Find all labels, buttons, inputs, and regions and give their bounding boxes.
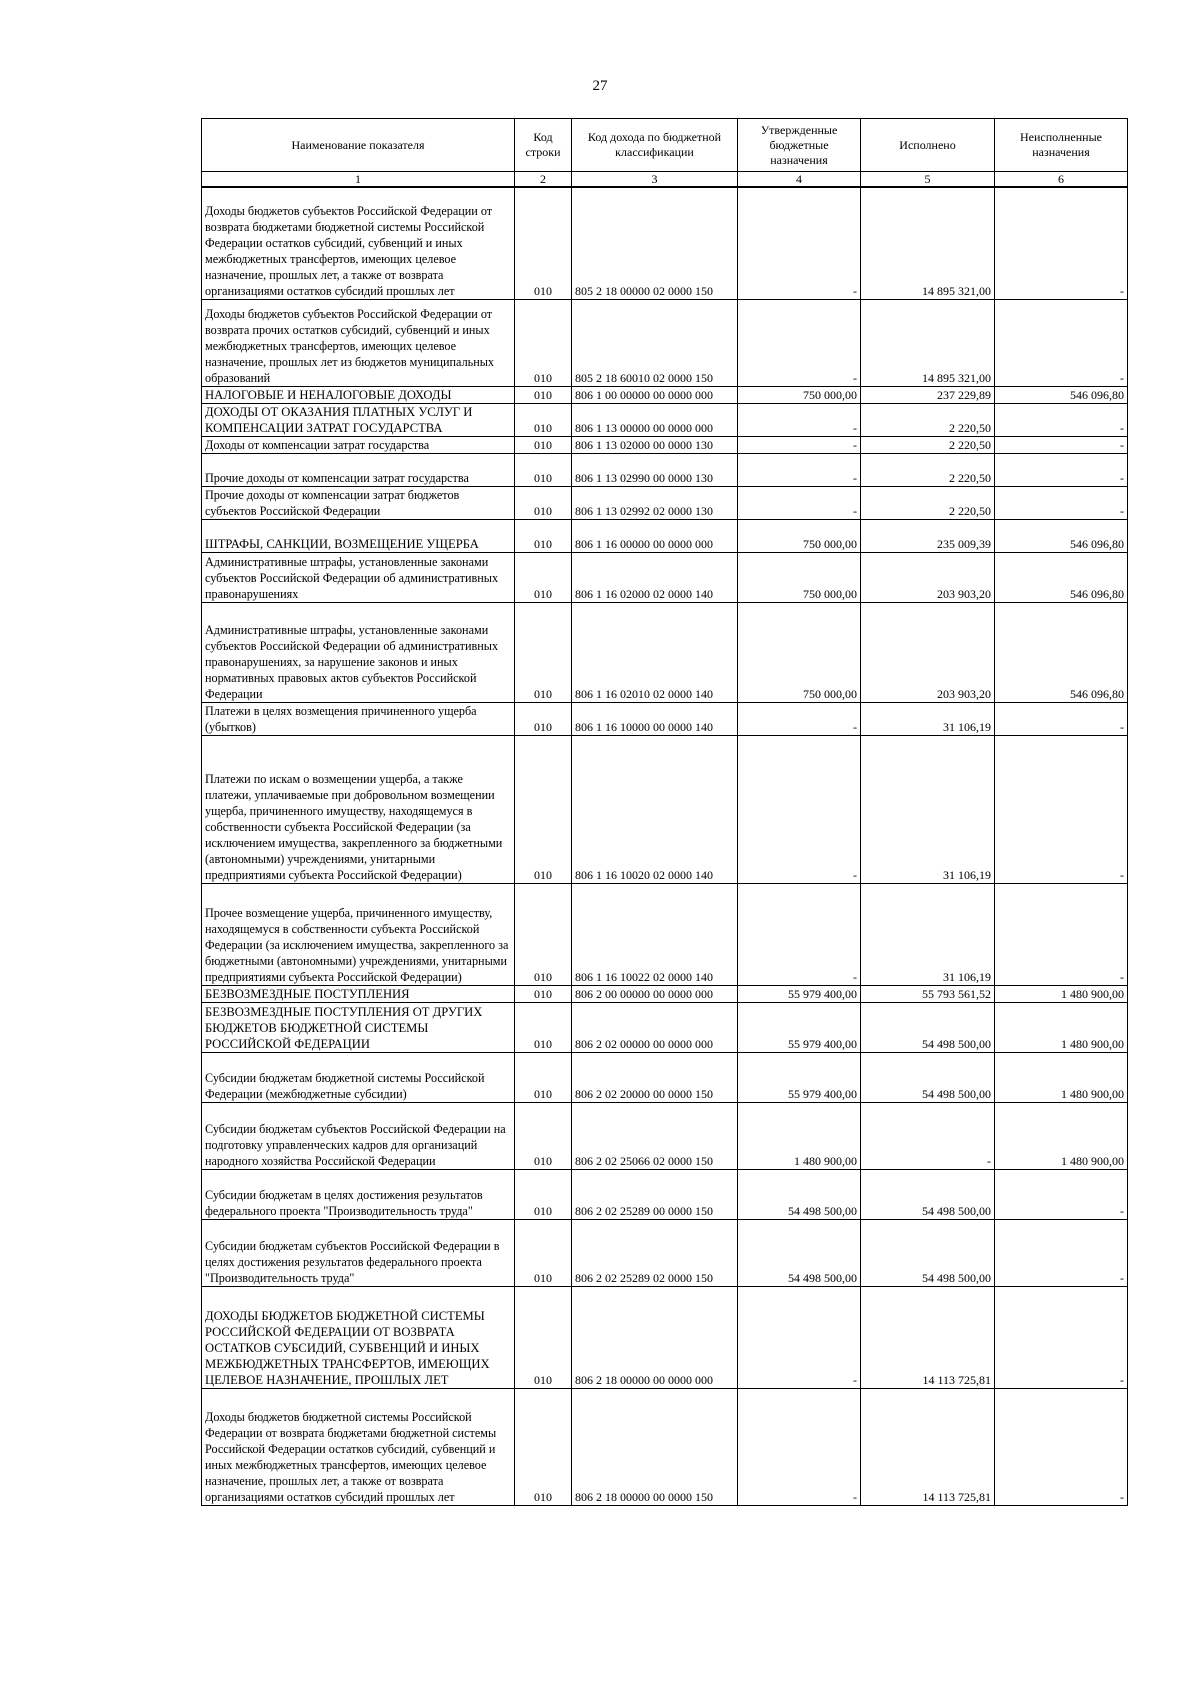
- row-executed: 54 498 500,00: [861, 1052, 995, 1102]
- row-name: НАЛОГОВЫЕ И НЕНАЛОГОВЫЕ ДОХОДЫ: [202, 386, 515, 403]
- row-name: Субсидии бюджетам субъектов Российской Федерации в целях достижения результатов федерального проекта "Производительность труда": [202, 1219, 515, 1286]
- table-row: [202, 883, 1128, 985]
- header-line-code: Код строки: [515, 119, 572, 172]
- table-row: [202, 602, 1128, 702]
- row-budget-code: 805 2 18 00000 02 0000 150: [572, 187, 738, 299]
- row-name: Доходы бюджетов субъектов Российской Федерации от возврата прочих остатков субсидий, субвенций и иных межбюджетных трансфертов, имеющих целевое назначение, прошлых лет из бюджетов муниципальных образований: [202, 299, 515, 386]
- table-header-row: [202, 119, 1128, 172]
- row-unexecuted: -: [995, 436, 1128, 453]
- row-line-code: 010: [515, 187, 572, 299]
- row-name: Прочие доходы от компенсации затрат бюджетов субъектов Российской Федерации: [202, 486, 515, 519]
- table-row: [202, 436, 1128, 453]
- column-number: 1: [202, 172, 515, 188]
- row-approved: 750 000,00: [738, 552, 861, 602]
- row-name: Прочие доходы от компенсации затрат государства: [202, 453, 515, 486]
- row-line-code: 010: [515, 299, 572, 386]
- row-budget-code: 806 2 02 25289 00 0000 150: [572, 1169, 738, 1219]
- row-approved: 750 000,00: [738, 386, 861, 403]
- row-unexecuted: -: [995, 1169, 1128, 1219]
- row-budget-code: 806 2 02 00000 00 0000 000: [572, 1002, 738, 1052]
- row-name: БЕЗВОЗМЕЗДНЫЕ ПОСТУПЛЕНИЯ: [202, 985, 515, 1002]
- row-budget-code: 806 2 18 00000 00 0000 150: [572, 1388, 738, 1505]
- row-approved: -: [738, 299, 861, 386]
- row-executed: 54 498 500,00: [861, 1169, 995, 1219]
- row-approved: 54 498 500,00: [738, 1219, 861, 1286]
- income-report-table: [201, 118, 1128, 1506]
- row-budget-code: 806 1 16 02010 02 0000 140: [572, 602, 738, 702]
- row-line-code: 010: [515, 403, 572, 436]
- row-executed: -: [861, 1102, 995, 1169]
- row-line-code: 010: [515, 985, 572, 1002]
- row-budget-code: 806 1 16 00000 00 0000 000: [572, 519, 738, 552]
- table-row: [202, 735, 1128, 883]
- table-row: [202, 1052, 1128, 1102]
- row-approved: -: [738, 735, 861, 883]
- row-approved: 55 979 400,00: [738, 1002, 861, 1052]
- row-name: ДОХОДЫ БЮДЖЕТОВ БЮДЖЕТНОЙ СИСТЕМЫ РОССИЙСКОЙ ФЕДЕРАЦИИ ОТ ВОЗВРАТА ОСТАТКОВ СУБСИДИЙ, СУБВЕНЦИЙ И ИНЫХ МЕЖБЮДЖЕТНЫХ ТРАНСФЕРТОВ, ИМЕЮЩИХ ЦЕЛЕВОЕ НАЗНАЧЕНИЕ, ПРОШЛЫХ ЛЕТ: [202, 1286, 515, 1388]
- table-row: [202, 403, 1128, 436]
- row-approved: -: [738, 187, 861, 299]
- header-budget-code: Код дохода по бюджетной классификации: [572, 119, 738, 172]
- row-unexecuted: 546 096,80: [995, 602, 1128, 702]
- row-line-code: 010: [515, 1286, 572, 1388]
- row-executed: 2 220,50: [861, 453, 995, 486]
- row-approved: -: [738, 883, 861, 985]
- row-unexecuted: -: [995, 299, 1128, 386]
- header-unexecuted: Неисполненные назначения: [995, 119, 1128, 172]
- column-number: 2: [515, 172, 572, 188]
- column-number-row: [202, 172, 1128, 188]
- row-name: Доходы бюджетов бюджетной системы Российской Федерации от возврата бюджетами бюджетной системы Российской Федерации остатков субсидий, субвенций и иных межбюджетных трансфертов, имеющих целевое назначение, прошлых лет, а также от возврата организациями остатков субсидий прошлых лет: [202, 1388, 515, 1505]
- header-executed: Исполнено: [861, 119, 995, 172]
- row-budget-code: 806 1 16 02000 02 0000 140: [572, 552, 738, 602]
- column-number: 5: [861, 172, 995, 188]
- table-row: [202, 1002, 1128, 1052]
- row-executed: 2 220,50: [861, 436, 995, 453]
- row-unexecuted: -: [995, 1219, 1128, 1286]
- row-line-code: 010: [515, 519, 572, 552]
- row-name: ДОХОДЫ ОТ ОКАЗАНИЯ ПЛАТНЫХ УСЛУГ И КОМПЕНСАЦИИ ЗАТРАТ ГОСУДАРСТВА: [202, 403, 515, 436]
- row-budget-code: 806 1 13 02000 00 0000 130: [572, 436, 738, 453]
- row-name: Платежи в целях возмещения причиненного ущерба (убытков): [202, 702, 515, 735]
- table-row: [202, 1169, 1128, 1219]
- row-name: Прочее возмещение ущерба, причиненного имуществу, находящемуся в собственности субъекта Российской Федерации (за исключением имущества, закрепленного за бюджетными (автономными) учреждениями, унитарными предприятиями субъекта Российской Федерации): [202, 883, 515, 985]
- row-approved: 54 498 500,00: [738, 1169, 861, 1219]
- row-executed: 54 498 500,00: [861, 1002, 995, 1052]
- row-executed: 14 895 321,00: [861, 187, 995, 299]
- row-name: Доходы бюджетов субъектов Российской Федерации от возврата бюджетами бюджетной системы Российской Федерации остатков субсидий, субвенций и иных межбюджетных трансфертов, имеющих целевое назначение, прошлых лет, а также от возврата организациями остатков субсидий прошлых лет: [202, 187, 515, 299]
- table-row: [202, 386, 1128, 403]
- table-row: [202, 1286, 1128, 1388]
- row-approved: -: [738, 702, 861, 735]
- row-unexecuted: -: [995, 1286, 1128, 1388]
- table-row: [202, 519, 1128, 552]
- row-budget-code: 806 1 13 02990 00 0000 130: [572, 453, 738, 486]
- row-approved: -: [738, 436, 861, 453]
- row-budget-code: 806 2 02 20000 00 0000 150: [572, 1052, 738, 1102]
- row-budget-code: 806 1 00 00000 00 0000 000: [572, 386, 738, 403]
- row-approved: -: [738, 486, 861, 519]
- row-unexecuted: 1 480 900,00: [995, 1052, 1128, 1102]
- row-line-code: 010: [515, 436, 572, 453]
- row-name: Субсидии бюджетам бюджетной системы Российской Федерации (межбюджетные субсидии): [202, 1052, 515, 1102]
- row-name: ШТРАФЫ, САНКЦИИ, ВОЗМЕЩЕНИЕ УЩЕРБА: [202, 519, 515, 552]
- table-row: [202, 1388, 1128, 1505]
- column-number: 4: [738, 172, 861, 188]
- column-number: 6: [995, 172, 1128, 188]
- table-row: [202, 486, 1128, 519]
- row-executed: 235 009,39: [861, 519, 995, 552]
- row-budget-code: 806 1 16 10000 00 0000 140: [572, 702, 738, 735]
- row-budget-code: 806 1 13 02992 02 0000 130: [572, 486, 738, 519]
- row-approved: -: [738, 453, 861, 486]
- row-executed: 203 903,20: [861, 602, 995, 702]
- row-budget-code: 805 2 18 60010 02 0000 150: [572, 299, 738, 386]
- row-unexecuted: 546 096,80: [995, 519, 1128, 552]
- row-line-code: 010: [515, 735, 572, 883]
- row-budget-code: 806 2 00 00000 00 0000 000: [572, 985, 738, 1002]
- row-line-code: 010: [515, 486, 572, 519]
- row-approved: -: [738, 1388, 861, 1505]
- table-body: [202, 187, 1128, 1505]
- row-approved: 55 979 400,00: [738, 985, 861, 1002]
- table-row: [202, 187, 1128, 299]
- row-approved: 750 000,00: [738, 602, 861, 702]
- row-line-code: 010: [515, 1169, 572, 1219]
- row-unexecuted: -: [995, 486, 1128, 519]
- row-unexecuted: 546 096,80: [995, 552, 1128, 602]
- row-line-code: 010: [515, 702, 572, 735]
- row-unexecuted: -: [995, 403, 1128, 436]
- table-row: [202, 552, 1128, 602]
- table-row: [202, 299, 1128, 386]
- row-approved: -: [738, 1286, 861, 1388]
- row-name: Платежи по искам о возмещении ущерба, а также платежи, уплачиваемые при добровольном возмещении ущерба, причиненного имуществу, находящемуся в собственности субъекта Российской Федерации (за исключением имущества, закрепленного за бюджетными (автономными) учреждениями, унитарными предприятиями субъекта Российской Федерации): [202, 735, 515, 883]
- row-unexecuted: -: [995, 735, 1128, 883]
- row-budget-code: 806 1 16 10020 02 0000 140: [572, 735, 738, 883]
- table-row: [202, 985, 1128, 1002]
- page-number: 27: [592, 78, 608, 94]
- row-name: Административные штрафы, установленные законами субъектов Российской Федерации об административных правонарушениях: [202, 552, 515, 602]
- column-number: 3: [572, 172, 738, 188]
- row-name: Субсидии бюджетам в целях достижения результатов федерального проекта "Производительность труда": [202, 1169, 515, 1219]
- row-executed: 55 793 561,52: [861, 985, 995, 1002]
- row-name: Субсидии бюджетам субъектов Российской Федерации на подготовку управленческих кадров для организаций народного хозяйства Российской Федерации: [202, 1102, 515, 1169]
- row-budget-code: 806 2 18 00000 00 0000 000: [572, 1286, 738, 1388]
- row-line-code: 010: [515, 1002, 572, 1052]
- row-line-code: 010: [515, 1052, 572, 1102]
- row-budget-code: 806 2 02 25066 02 0000 150: [572, 1102, 738, 1169]
- row-approved: -: [738, 403, 861, 436]
- row-executed: 31 106,19: [861, 702, 995, 735]
- row-line-code: 010: [515, 602, 572, 702]
- row-unexecuted: -: [995, 453, 1128, 486]
- table-row: [202, 453, 1128, 486]
- row-line-code: 010: [515, 453, 572, 486]
- row-unexecuted: 1 480 900,00: [995, 985, 1128, 1002]
- row-line-code: 010: [515, 1102, 572, 1169]
- row-budget-code: 806 1 13 00000 00 0000 000: [572, 403, 738, 436]
- row-unexecuted: 1 480 900,00: [995, 1102, 1128, 1169]
- row-executed: 14 113 725,81: [861, 1286, 995, 1388]
- table-row: [202, 1219, 1128, 1286]
- row-approved: 55 979 400,00: [738, 1052, 861, 1102]
- row-name: Административные штрафы, установленные законами субъектов Российской Федерации об административных правонарушениях, за нарушение законов и иных нормативных правовых актов субъектов Российской Федерации: [202, 602, 515, 702]
- row-name: Доходы от компенсации затрат государства: [202, 436, 515, 453]
- row-unexecuted: -: [995, 702, 1128, 735]
- row-executed: 31 106,19: [861, 735, 995, 883]
- table-row: [202, 702, 1128, 735]
- row-executed: 2 220,50: [861, 403, 995, 436]
- row-approved: 1 480 900,00: [738, 1102, 861, 1169]
- row-executed: 54 498 500,00: [861, 1219, 995, 1286]
- row-executed: 203 903,20: [861, 552, 995, 602]
- row-executed: 2 220,50: [861, 486, 995, 519]
- row-executed: 31 106,19: [861, 883, 995, 985]
- row-unexecuted: -: [995, 187, 1128, 299]
- row-line-code: 010: [515, 552, 572, 602]
- row-unexecuted: -: [995, 883, 1128, 985]
- row-executed: 14 895 321,00: [861, 299, 995, 386]
- row-name: БЕЗВОЗМЕЗДНЫЕ ПОСТУПЛЕНИЯ ОТ ДРУГИХ БЮДЖЕТОВ БЮДЖЕТНОЙ СИСТЕМЫ РОССИЙСКОЙ ФЕДЕРАЦИИ: [202, 1002, 515, 1052]
- row-executed: 237 229,89: [861, 386, 995, 403]
- row-unexecuted: 1 480 900,00: [995, 1002, 1128, 1052]
- row-line-code: 010: [515, 1388, 572, 1505]
- row-approved: 750 000,00: [738, 519, 861, 552]
- row-executed: 14 113 725,81: [861, 1388, 995, 1505]
- row-budget-code: 806 2 02 25289 02 0000 150: [572, 1219, 738, 1286]
- header-approved: Утвержденные бюджетные назначения: [738, 119, 861, 172]
- row-unexecuted: -: [995, 1388, 1128, 1505]
- row-line-code: 010: [515, 883, 572, 985]
- table-row: [202, 1102, 1128, 1169]
- row-unexecuted: 546 096,80: [995, 386, 1128, 403]
- row-line-code: 010: [515, 1219, 572, 1286]
- row-budget-code: 806 1 16 10022 02 0000 140: [572, 883, 738, 985]
- header-name: Наименование показателя: [202, 119, 515, 172]
- row-line-code: 010: [515, 386, 572, 403]
